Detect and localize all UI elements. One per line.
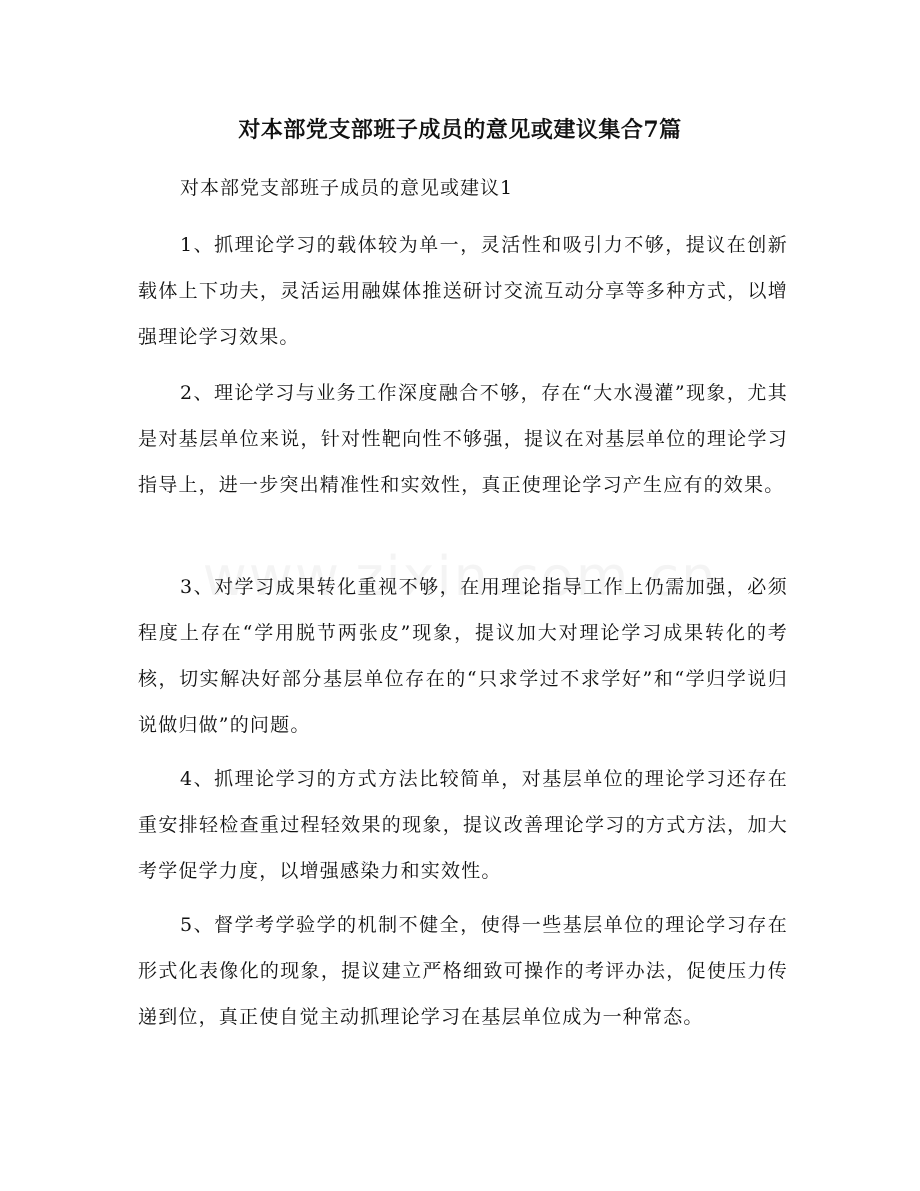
- paragraph-3: 3、对学习成果转化重视不够，在用理论指导工作上仍需加强，必须程度上存在“学用脱节两张皮”现象，提议加大对理论学习成果转化的考核，切实解决好部分基层单位存在的“只求学过不求学好”和“学归学说归说做归做”的问题。: [138, 576, 788, 736]
- paragraph-4: 4、抓理论学习的方式方法比较简单，对基层单位的理论学习还存在重安排轻检查重过程轻效果的现象，提议改善理论学习的方式方法，加大考学促学力度，以增强感染力和实效性。: [138, 768, 788, 882]
- paragraph-1: 1、抓理论学习的载体较为单一，灵活性和吸引力不够，提议在创新载体上下功夫，灵活运用融媒体推送研讨交流互动分享等多种方式，以增强理论学习效果。: [138, 234, 788, 348]
- paragraph-5: 5、督学考学验学的机制不健全，使得一些基层单位的理论学习存在形式化表像化的现象，提议建立严格细致可操作的考评办法，促使压力传递到位，真正使自觉主动抓理论学习在基层单位成为一种常态。: [138, 914, 788, 1028]
- section-heading: 对本部党支部班子成员的意见或建议1: [180, 177, 514, 199]
- paragraph-2: 2、理论学习与业务工作深度融合不够，存在“大水漫灌”现象，尤其是对基层单位来说，针对性靶向性不够强，提议在对基层单位的理论学习指导上，进一步突出精准性和实效性，真正使理论学习产生应有的效果。: [138, 382, 788, 496]
- document-title: 对本部党支部班子成员的意见或建议集合7篇: [238, 117, 682, 143]
